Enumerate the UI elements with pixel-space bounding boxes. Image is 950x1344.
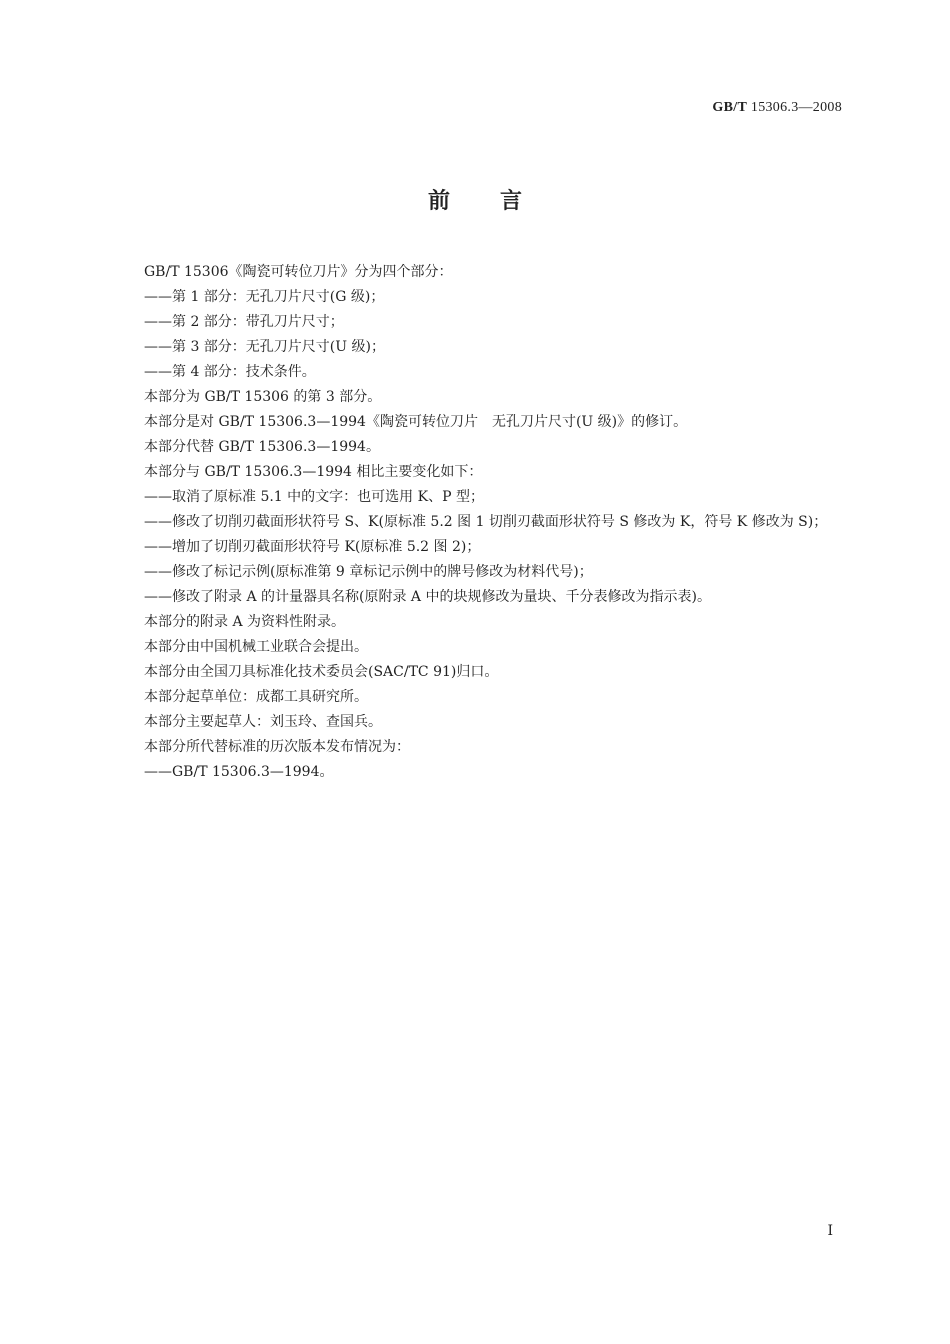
paragraph-line: ——修改了切削刃截面形状符号 S、K(原标准 5.2 图 1 切削刃截面形状符号 S 修改为 K，符号 K 修改为 S)； [144, 514, 828, 530]
paragraph-line: ——第 2 部分：带孔刀片尺寸； [144, 314, 344, 330]
paragraph-line: 本部分的附录 A 为资料性附录。 [144, 614, 346, 630]
paragraph-line: 本部分为 GB/T 15306 的第 3 部分。 [144, 389, 382, 405]
title-char-left: 前 [427, 188, 450, 214]
paragraph-line: GB/T 15306《陶瓷可转位刀片》分为四个部分： [144, 264, 453, 280]
paragraph-line: ——第 3 部分：无孔刀片尺寸(U 级)； [144, 339, 385, 355]
page-title [0, 184, 950, 215]
paragraph-line: 本部分由全国刀具标准化技术委员会(SAC/TC 91)归口。 [144, 664, 499, 680]
paragraph-line: 本部分与 GB/T 15306.3—1994 相比主要变化如下： [144, 464, 483, 480]
paragraph-line: ——第 4 部分：技术条件。 [144, 364, 316, 380]
paragraph-line: 本部分起草单位：成都工具研究所。 [144, 689, 368, 705]
page-number: I [827, 1223, 833, 1239]
paragraph-line: 本部分是对 GB/T 15306.3—1994《陶瓷可转位刀片 无孔刀片尺寸(U 级)》的修订。 [144, 414, 688, 430]
paragraph-line: ——修改了标记示例(原标准第 9 章标记示例中的牌号修改为材料代号)； [144, 564, 593, 580]
paragraph-line: ——修改了附录 A 的计量器具名称(原附录 A 中的块规修改为量块、千分表修改为指示表)。 [144, 589, 711, 605]
standard-number: 15306.3—2008 [750, 100, 842, 115]
standard-code-header [712, 100, 842, 116]
paragraph-line: ——增加了切削刃截面形状符号 K(原标准 5.2 图 2)； [144, 539, 481, 555]
paragraph-line: 本部分由中国机械工业联合会提出。 [144, 639, 368, 655]
paragraph-line: 本部分代替 GB/T 15306.3—1994。 [144, 439, 380, 455]
paragraph-line: ——第 1 部分：无孔刀片尺寸(G 级)； [144, 289, 385, 305]
title-char-right: 言 [500, 188, 523, 214]
paragraph-line: ——GB/T 15306.3—1994。 [144, 764, 334, 780]
foreword-body [144, 260, 844, 785]
standard-prefix: GB/T [712, 100, 748, 115]
paragraph-line: 本部分所代替标准的历次版本发布情况为： [144, 739, 410, 755]
paragraph-line: 本部分主要起草人：刘玉玲、查国兵。 [144, 714, 382, 730]
paragraph-line: ——取消了原标准 5.1 中的文字：也可选用 K、P 型； [144, 489, 484, 505]
